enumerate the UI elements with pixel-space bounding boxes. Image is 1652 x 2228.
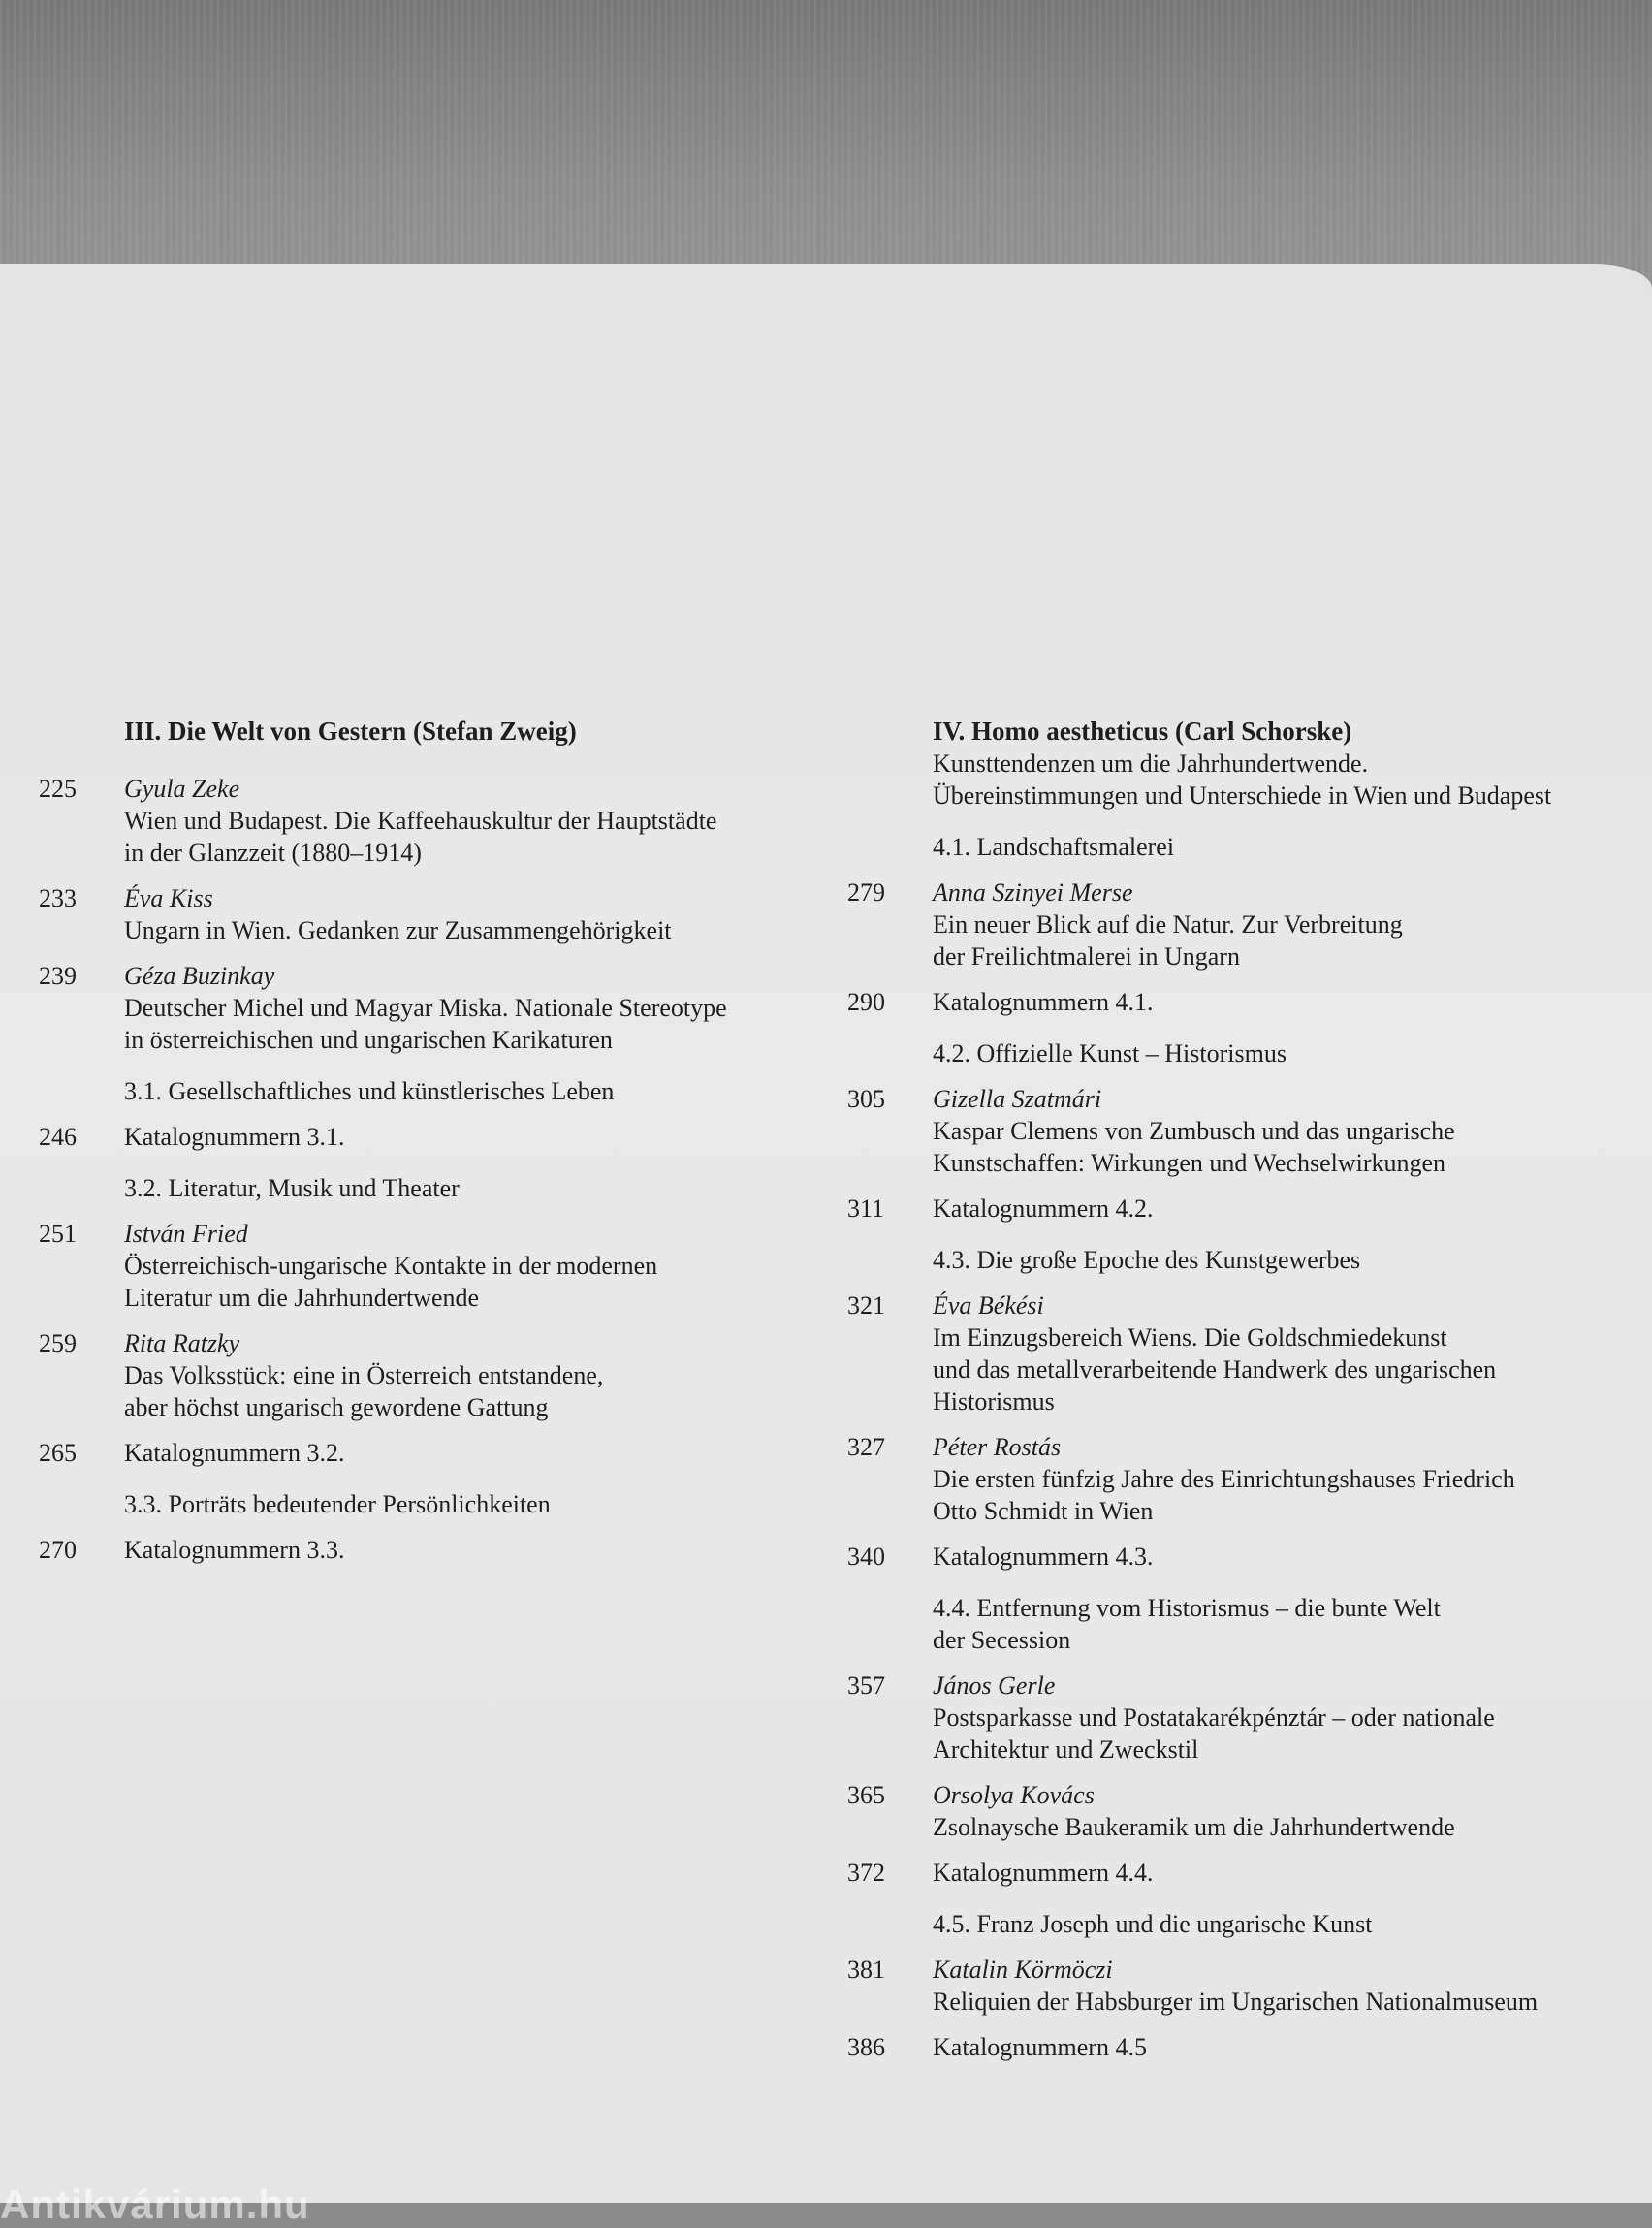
entry-title-cont: Otto Schmidt in Wien xyxy=(933,1497,1154,1525)
author: Péter Rostás xyxy=(933,1433,1062,1461)
toc-entry xyxy=(847,1779,1642,1843)
page-number: 265 xyxy=(39,1439,77,1467)
page-number: 381 xyxy=(847,1956,885,1984)
author: Gyula Zeke xyxy=(124,775,240,803)
author: Éva Kiss xyxy=(124,884,213,912)
subsection-heading: 4.4. Entfernung vom Historismus – die bunte Welt xyxy=(933,1594,1441,1622)
author: Éva Békési xyxy=(933,1291,1044,1320)
entry-title: Das Volksstück: eine in Österreich entstandene, xyxy=(124,1361,604,1389)
entry-title: Ungarn in Wien. Gedanken zur Zusammengehörigkeit xyxy=(124,916,672,944)
subsection-heading: 4.5. Franz Joseph und die ungarische Kunst xyxy=(933,1910,1373,1938)
page-number: 321 xyxy=(847,1291,885,1320)
entry-title-cont: in der Glanzzeit (1880–1914) xyxy=(124,839,422,867)
toc-entry xyxy=(847,876,1642,972)
entry-title-cont: Literatur um die Jahrhundertwende xyxy=(124,1284,480,1312)
entry-title: Katalognummern 4.5 xyxy=(933,2033,1147,2061)
page-number: 251 xyxy=(39,1220,77,1248)
catalog-entry xyxy=(39,1534,814,1566)
subsection-heading: 3.1. Gesellschaftliches und künstlerisches Leben xyxy=(124,1077,615,1105)
toc-entry xyxy=(39,1218,814,1314)
page-number: 340 xyxy=(847,1543,885,1571)
section-subtitle: Kunsttendenzen um die Jahrhundertwende. xyxy=(933,749,1369,778)
left-column xyxy=(39,716,814,1579)
toc-entry xyxy=(847,1954,1642,2018)
section-heading-iii: III. Die Welt von Gestern (Stefan Zweig) xyxy=(124,716,577,746)
page-number: 233 xyxy=(39,884,77,912)
entry-title-cont: und das metallverarbeitende Handwerk des ungarischen xyxy=(933,1355,1497,1384)
subsection-heading: 4.1. Landschaftsmalerei xyxy=(933,833,1175,861)
entry-title-cont: Architektur und Zweckstil xyxy=(933,1735,1199,1764)
right-column xyxy=(847,716,1642,2077)
subsection-heading-cont: der Secession xyxy=(933,1626,1071,1654)
entry-title: Katalognummern 4.2. xyxy=(933,1194,1154,1223)
author: Rita Ratzky xyxy=(124,1329,240,1357)
entry-title: Katalognummern 4.1. xyxy=(933,988,1154,1016)
entry-title-cont: aber höchst ungarisch gewordene Gattung xyxy=(124,1393,549,1421)
entry-title: Katalognummern 4.4. xyxy=(933,1859,1154,1887)
entry-title: Reliquien der Habsburger im Ungarischen Nationalmuseum xyxy=(933,1988,1539,2016)
entry-title: Kaspar Clemens von Zumbusch und das ungarische xyxy=(933,1117,1455,1145)
entry-title: Katalognummern 3.1. xyxy=(124,1123,345,1151)
entry-title-cont: Historismus xyxy=(933,1387,1055,1416)
section-subtitle-cont: Übereinstimmungen und Unterschiede in Wien und Budapest xyxy=(933,781,1552,810)
subsection-heading: 4.2. Offizielle Kunst – Historismus xyxy=(933,1039,1287,1067)
page-number: 372 xyxy=(847,1859,885,1887)
entry-title: Zsolnaysche Baukeramik um die Jahrhundertwende xyxy=(933,1813,1455,1841)
catalog-entry xyxy=(39,1437,814,1469)
section-heading-iv: IV. Homo aestheticus (Carl Schorske) xyxy=(933,716,1352,746)
page-number: 279 xyxy=(847,878,885,907)
entry-title: Wien und Budapest. Die Kaffeehauskultur der Hauptstädte xyxy=(124,807,717,835)
author: Orsolya Kovács xyxy=(933,1781,1095,1809)
author: János Gerle xyxy=(933,1671,1056,1700)
entry-title: Im Einzugsbereich Wiens. Die Goldschmiedekunst xyxy=(933,1323,1447,1352)
catalog-entry xyxy=(847,986,1642,1018)
page-number: 386 xyxy=(847,2033,885,2061)
entry-title: Katalognummern 3.3. xyxy=(124,1536,345,1564)
toc-entry xyxy=(847,1289,1642,1417)
catalog-entry xyxy=(847,1541,1642,1573)
entry-title: Die ersten fünfzig Jahre des Einrichtungshauses Friedrich xyxy=(933,1465,1515,1493)
entry-title: Katalognummern 4.3. xyxy=(933,1543,1154,1571)
page-number: 225 xyxy=(39,775,77,803)
page-number: 305 xyxy=(847,1085,885,1113)
background-surface xyxy=(0,0,1652,291)
entry-title: Postsparkasse und Postatakarékpénztár – oder nationale xyxy=(933,1703,1495,1732)
author: István Fried xyxy=(124,1220,248,1248)
entry-title: Katalognummern 3.2. xyxy=(124,1439,345,1467)
toc-entry xyxy=(847,1670,1642,1766)
page-number: 239 xyxy=(39,962,77,990)
page-number: 290 xyxy=(847,988,885,1016)
subsection-heading: 3.3. Porträts bedeutender Persönlichkeiten xyxy=(124,1490,551,1518)
book-page xyxy=(0,264,1652,2203)
catalog-entry xyxy=(847,1857,1642,1889)
toc-entry xyxy=(39,960,814,1056)
author: Katalin Körmöczi xyxy=(933,1956,1113,1984)
page-number: 259 xyxy=(39,1329,77,1357)
toc-entry xyxy=(847,1083,1642,1179)
entry-title-cont: in österreichischen und ungarischen Karikaturen xyxy=(124,1026,613,1054)
page-number: 246 xyxy=(39,1123,77,1151)
page-number: 357 xyxy=(847,1671,885,1700)
entry-title: Deutscher Michel und Magyar Miska. Nationale Stereotype xyxy=(124,994,727,1022)
toc-entry xyxy=(39,1327,814,1423)
entry-title-cont: der Freilichtmalerei in Ungarn xyxy=(933,942,1240,971)
toc-entry xyxy=(39,773,814,869)
toc-entry xyxy=(847,1431,1642,1527)
entry-title: Österreichisch-ungarische Kontakte in der modernen xyxy=(124,1252,658,1280)
toc-entry xyxy=(39,882,814,946)
page-number: 327 xyxy=(847,1433,885,1461)
watermark-text: Antikvárium.hu xyxy=(0,2181,310,2227)
page-number: 311 xyxy=(847,1194,885,1223)
entry-title-cont: Kunstschaffen: Wirkungen und Wechselwirkungen xyxy=(933,1149,1446,1177)
catalog-entry xyxy=(847,1193,1642,1225)
page-number: 270 xyxy=(39,1536,77,1564)
author: Géza Buzinkay xyxy=(124,962,275,990)
author: Anna Szinyei Merse xyxy=(933,878,1133,907)
subsection-heading: 3.2. Literatur, Musik und Theater xyxy=(124,1174,460,1202)
catalog-entry xyxy=(39,1121,814,1153)
catalog-entry xyxy=(847,2031,1642,2063)
author: Gizella Szatmári xyxy=(933,1085,1102,1113)
page-number: 365 xyxy=(847,1781,885,1809)
subsection-heading: 4.3. Die große Epoche des Kunstgewerbes xyxy=(933,1246,1361,1274)
entry-title: Ein neuer Blick auf die Natur. Zur Verbreitung xyxy=(933,910,1403,939)
